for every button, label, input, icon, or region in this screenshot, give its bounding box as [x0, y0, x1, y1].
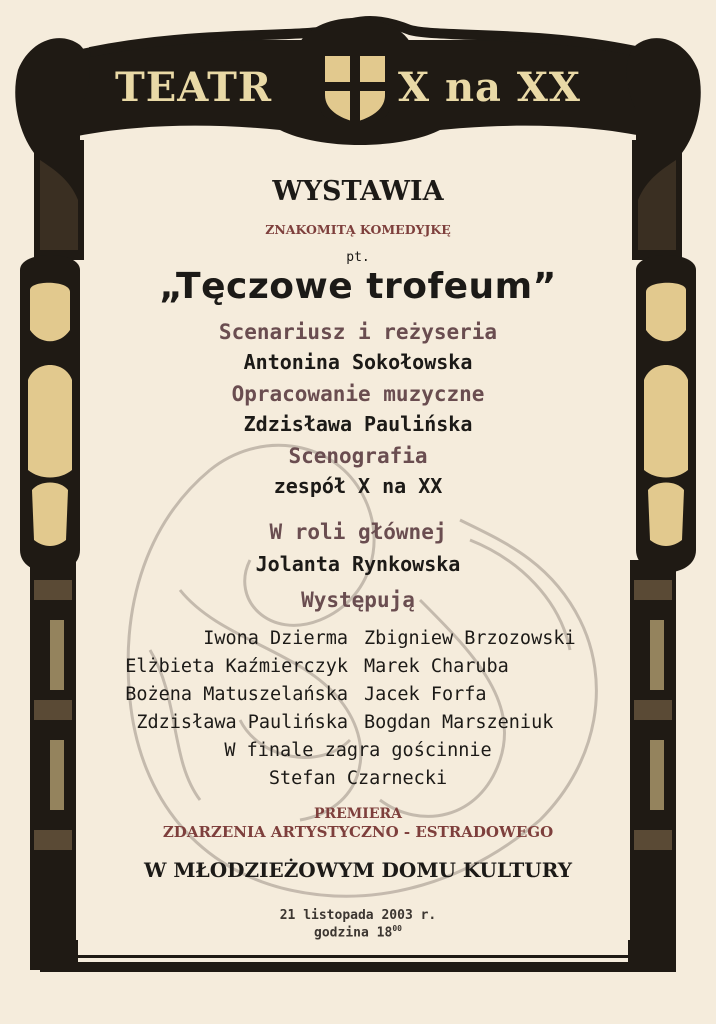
credit-name-1: Antonina Sokołowska [243, 350, 473, 374]
credit-role-2: Opracowanie muzyczne [231, 382, 485, 406]
event-date: 21 listopada 2003 r. [279, 908, 437, 923]
cast-row [0, 628, 716, 652]
cast-left-name: Zdzisława Paulińska [136, 712, 348, 733]
title-prefix: pt. [346, 250, 370, 265]
cast-row [0, 684, 716, 708]
credit-name-2: Zdzisława Paulińska [243, 412, 473, 436]
venue-line: W MŁODZIEŻOWYM DOMU KULTURY [143, 858, 573, 882]
cast-right-name: Bogdan Marszeniuk [364, 712, 554, 733]
cast-row [0, 656, 716, 680]
event-time-hour: godzina 18 [314, 925, 393, 941]
credit-name-3: zespół X na XX [273, 474, 443, 498]
cast-left-name: Bożena Matuszelańska [125, 684, 348, 705]
lead-role-heading: W roli głównej [269, 520, 447, 544]
cast-right-name: Jacek Forfa [364, 684, 487, 705]
cast-heading: Występują [301, 588, 415, 612]
lead-actor-name: Jolanta Rynkowska [255, 552, 461, 576]
cast-left-name: Elżbieta Kaźmierczyk [125, 656, 348, 677]
header-title-right: X na XX [398, 64, 581, 111]
header-title-left: TEATR [115, 64, 273, 111]
credit-role-3: Scenografia [288, 444, 428, 468]
cast-row [0, 712, 716, 736]
cast-left-name: Iwona Dzierma [203, 628, 348, 649]
play-title: „Tęczowe trofeum” [159, 266, 557, 307]
credit-role-1: Scenariusz i reżyseria [218, 320, 498, 344]
event-time-minutes: 00 [392, 924, 402, 933]
event-time [0, 924, 716, 940]
cast-right-name: Marek Charuba [364, 656, 509, 677]
guest-name: Stefan Czarnecki [268, 768, 448, 789]
bottom-rail [40, 955, 676, 972]
guest-line: W finale zagra gościnnie [224, 740, 492, 761]
event-line: ZDARZENIA ARTYSTYCZNO - ESTRADOWEGO [162, 823, 554, 841]
genre-line: ZNAKOMITĄ KOMEDYJKĘ [265, 222, 451, 237]
presents-heading: WYSTAWIA [272, 176, 444, 207]
premiere-label: PREMIERA [313, 806, 403, 822]
cast-right-name: Zbigniew Brzozowski [364, 628, 576, 649]
